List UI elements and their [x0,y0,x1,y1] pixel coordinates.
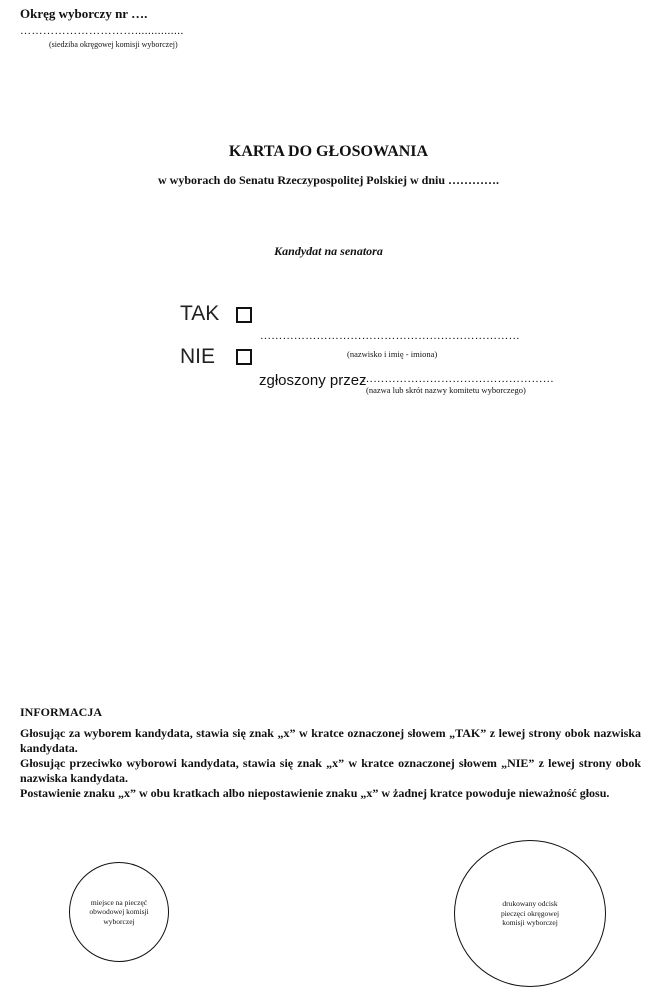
committee-line: …………………………………………… [362,373,555,385]
local-commission-stamp [69,862,169,962]
local-commission-stamp-text: miejsce na pieczęć obwodowej komisji wyborczej [89,897,149,926]
district-commission-stamp-text: drukowany odcisk pieczęci okręgowej komisji wyborczej [500,899,560,928]
district-seat-line: …………………………............... [20,25,184,37]
info-line-no: Głosując przeciwko wyborowi kandydata, stawia się znak „x” w kratce oznaczonej słowem „NIE” z lewej strony obok nazwiska kandydata. [20,756,641,785]
district-number: Okręg wyborczy nr …. [20,6,148,21]
option-yes-checkbox[interactable] [236,307,252,323]
ballot-subtitle: w wyborach do Senatu Rzeczypospolitej Polskiej w dniu …………. [157,173,499,187]
district-commission-stamp [454,840,606,987]
option-no-label: NIE [180,345,216,368]
submitted-by-label: zgłoszony przez [259,372,367,389]
committee-note: (nazwa lub skrót nazwy komitetu wyborczego) [366,385,526,395]
info-text [20,726,641,801]
candidate-name-line: …………………………………………………………… [260,330,520,342]
option-yes-label: TAK [180,302,220,325]
candidate-heading: Kandydat na senatora [274,244,383,258]
info-line-yes: Głosując za wyborem kandydata, stawia się znak „x” w kratce oznaczonej słowem „TAK” z lewej strony obok nazwiska kandydata. [20,726,641,755]
info-heading: INFORMACJA [20,705,102,719]
candidate-name-note: (nazwisko i imię - imiona) [347,349,438,359]
ballot-title: KARTA DO GŁOSOWANIA [228,143,429,160]
info-line-invalid: Postawienie znaku „x” w obu kratkach albo niepostawienie znaku „x” w żadnej kratce powoduje nieważność głosu. [20,786,610,800]
district-seat-note: (siedziba okręgowej komisji wyborczej) [49,40,178,49]
option-no-checkbox[interactable] [236,349,252,365]
